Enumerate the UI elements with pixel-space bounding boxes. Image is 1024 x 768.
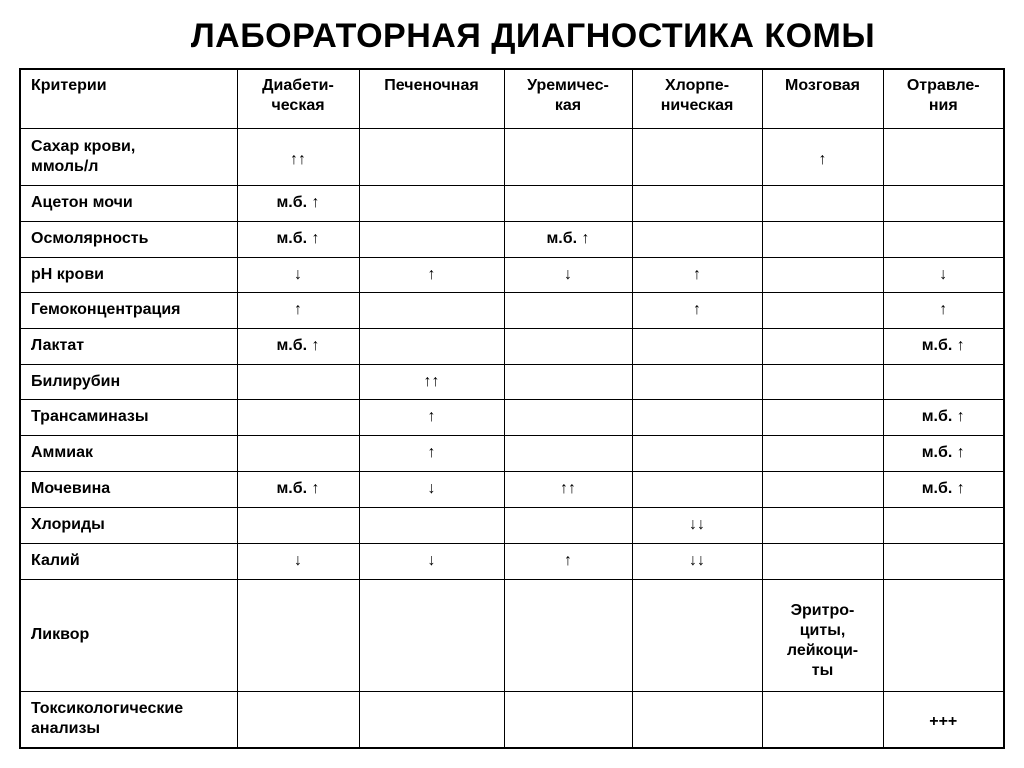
table-row: [20, 128, 1004, 185]
table-cell: ↑: [359, 399, 504, 435]
table-cell: ↓↓: [632, 507, 762, 543]
table-cell: [883, 364, 1004, 399]
table-cell: [359, 507, 504, 543]
table-cell: [237, 364, 359, 399]
table-row: [20, 543, 1004, 579]
table-cell: [504, 399, 632, 435]
table-cell: +++: [883, 691, 1004, 748]
table-cell: [359, 328, 504, 364]
table-row: [20, 691, 1004, 748]
table-cell: [632, 185, 762, 221]
column-header-label: Диабети- ческая: [262, 77, 334, 114]
table-cell: м.б. ↑: [504, 221, 632, 257]
table-cell: [237, 579, 359, 691]
table-cell: [504, 691, 632, 748]
criterion-label: Ликвор: [31, 626, 90, 643]
table-header-row: [20, 69, 1004, 128]
table-cell: [632, 128, 762, 185]
table-cell: [237, 507, 359, 543]
table-cell: ↑↑: [237, 128, 359, 185]
table-cell: [632, 435, 762, 471]
table-cell: ↑: [237, 292, 359, 328]
row-criterion: [20, 471, 237, 507]
header-criteria: [20, 69, 237, 128]
table-cell: ↓: [359, 471, 504, 507]
table-cell: м.б. ↑: [237, 221, 359, 257]
row-criterion: [20, 507, 237, 543]
table-cell: [762, 328, 883, 364]
table-cell: м.б. ↑: [883, 328, 1004, 364]
criterion-label: Осмолярность: [31, 230, 149, 247]
criterion-label: Трансаминазы: [31, 408, 149, 425]
table-cell: [504, 328, 632, 364]
table-cell: [883, 579, 1004, 691]
table-cell: [504, 579, 632, 691]
table-cell: ↓: [237, 543, 359, 579]
table-cell: [762, 185, 883, 221]
table-cell: [632, 328, 762, 364]
table-cell: ↑: [359, 257, 504, 292]
row-criterion: [20, 435, 237, 471]
criterion-label: Лактат: [31, 337, 85, 354]
column-header-label: Критерии: [31, 77, 107, 94]
table-cell: м.б. ↑: [237, 185, 359, 221]
table-cell: м.б. ↑: [883, 435, 1004, 471]
table-cell: [632, 579, 762, 691]
table-cell: [504, 364, 632, 399]
header-uremic: [504, 69, 632, 128]
table-row: [20, 435, 1004, 471]
row-criterion: [20, 364, 237, 399]
table-cell: [359, 128, 504, 185]
table-row: [20, 507, 1004, 543]
row-criterion: [20, 185, 237, 221]
table-cell: ↓: [504, 257, 632, 292]
table-cell: [762, 364, 883, 399]
row-criterion: [20, 128, 237, 185]
table-cell: [762, 399, 883, 435]
table-cell: ↑↑: [504, 471, 632, 507]
row-criterion: [20, 579, 237, 691]
table-cell: ↑: [883, 292, 1004, 328]
table-cell: ↑: [632, 292, 762, 328]
table-cell: м.б. ↑: [237, 328, 359, 364]
column-header-label: Отравле- ния: [906, 77, 980, 114]
criterion-label: Аммиак: [31, 444, 93, 461]
table-cell: [762, 435, 883, 471]
table-cell: [762, 691, 883, 748]
table-cell: [359, 579, 504, 691]
table-cell: [359, 292, 504, 328]
criterion-label: pH крови: [31, 265, 104, 283]
table-cell: [504, 435, 632, 471]
criterion-label: Билирубин: [31, 372, 121, 390]
diagnostics-table: [19, 68, 1005, 749]
criterion-label: Гемоконцентрация: [31, 301, 181, 318]
row-criterion: [20, 221, 237, 257]
page-title: ЛАБОРАТОРНАЯ ДИАГНОСТИКА КОМЫ: [190, 17, 876, 55]
criterion-label: Ацетон мочи: [31, 194, 133, 211]
table-cell: [359, 221, 504, 257]
header-hypochloremic: [632, 69, 762, 128]
table-cell: [359, 185, 504, 221]
criterion-label: Хлориды: [31, 516, 105, 533]
table-cell: ↑: [504, 543, 632, 579]
table-cell: [883, 507, 1004, 543]
table-cell: [237, 435, 359, 471]
table-cell: [504, 128, 632, 185]
table-cell: [237, 691, 359, 748]
row-criterion: [20, 691, 237, 748]
table-cell: [237, 399, 359, 435]
table-cell: Эритро- циты, лейкоци- ты: [762, 579, 883, 691]
table-cell: [762, 292, 883, 328]
table-cell: м.б. ↑: [237, 471, 359, 507]
table-cell: [632, 471, 762, 507]
table-cell: [359, 691, 504, 748]
diagnostics-table-container: [19, 68, 1003, 749]
table-row: [20, 221, 1004, 257]
row-criterion: [20, 543, 237, 579]
table-cell: [762, 471, 883, 507]
table-cell: [883, 185, 1004, 221]
table-cell: [632, 221, 762, 257]
table-cell: ↑↑: [359, 364, 504, 399]
criterion-label: Сахар крови, ммоль/л: [31, 137, 136, 175]
header-diabetic: [237, 69, 359, 128]
table-body: [20, 128, 1004, 748]
column-header-label: Хлорпе- ническая: [660, 77, 734, 114]
table-cell: ↓: [359, 543, 504, 579]
table-cell: ↑: [359, 435, 504, 471]
table-cell: [883, 128, 1004, 185]
column-header-label: Уремичес- кая: [527, 77, 609, 114]
table-cell: [632, 399, 762, 435]
column-header-label: Печеночная: [384, 77, 479, 94]
table-cell: ↓: [237, 257, 359, 292]
table-cell: ↓: [883, 257, 1004, 292]
table-cell: [504, 292, 632, 328]
table-cell: [762, 221, 883, 257]
table-cell: м.б. ↑: [883, 471, 1004, 507]
header-cerebral: [762, 69, 883, 128]
header-poisoning: [883, 69, 1004, 128]
row-criterion: [20, 328, 237, 364]
table-row: [20, 185, 1004, 221]
header-hepatic: [359, 69, 504, 128]
table-cell: [632, 364, 762, 399]
table-cell: ↓↓: [632, 543, 762, 579]
table-row: [20, 579, 1004, 691]
criterion-label: Мочевина: [31, 480, 111, 497]
table-row: [20, 292, 1004, 328]
table-cell: [762, 257, 883, 292]
row-criterion: [20, 399, 237, 435]
table-row: [20, 399, 1004, 435]
row-criterion: [20, 292, 237, 328]
table-row: [20, 328, 1004, 364]
table-cell: [762, 543, 883, 579]
table-cell: ↑: [632, 257, 762, 292]
table-row: [20, 364, 1004, 399]
table-cell: м.б. ↑: [883, 399, 1004, 435]
row-criterion: [20, 257, 237, 292]
column-header-label: Мозговая: [785, 77, 860, 94]
criterion-label: Калий: [31, 552, 80, 569]
table-row: [20, 471, 1004, 507]
table-cell: [883, 221, 1004, 257]
criterion-label: Токсикологические анализы: [31, 700, 184, 738]
table-cell: [762, 507, 883, 543]
table-cell: [883, 543, 1004, 579]
table-row: [20, 257, 1004, 292]
table-cell: [504, 185, 632, 221]
table-cell: [504, 507, 632, 543]
table-cell: ↑: [762, 128, 883, 185]
table-cell: [632, 691, 762, 748]
